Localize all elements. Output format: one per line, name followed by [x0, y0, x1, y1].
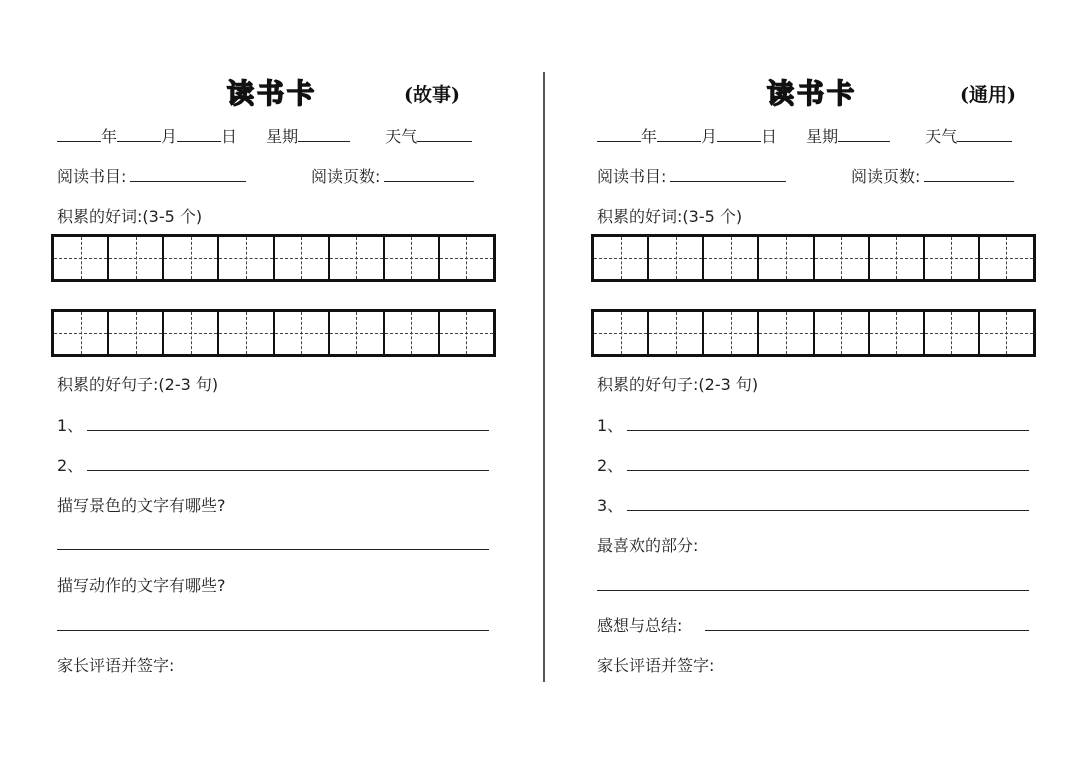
date-row	[597, 124, 1012, 147]
good-sentences-label: 积累的好句子:(2-3 句)	[57, 375, 219, 394]
good-words-label: 积累的好词:(3-5 个)	[57, 207, 203, 226]
date-row	[57, 124, 472, 147]
sentence-line[interactable]	[627, 510, 1029, 511]
word-cell[interactable]	[330, 237, 385, 279]
parent-comment-label: 家长评语并签字:	[57, 656, 175, 675]
word-cell[interactable]	[54, 312, 109, 354]
month-label: 月	[161, 127, 178, 146]
sentence-line[interactable]	[87, 430, 489, 431]
word-cell[interactable]	[815, 312, 870, 354]
word-cell[interactable]	[870, 237, 925, 279]
day-label: 日	[221, 127, 238, 146]
sentence-number: 3、	[597, 496, 624, 515]
word-cell[interactable]	[440, 312, 493, 354]
word-cell[interactable]	[759, 312, 814, 354]
good-words-label: 积累的好词:(3-5 个)	[597, 207, 743, 226]
word-cell[interactable]	[704, 312, 759, 354]
book-title-blank[interactable]	[130, 167, 246, 182]
day-blank[interactable]	[177, 127, 221, 142]
good-sentences-label: 积累的好句子:(2-3 句)	[597, 375, 759, 394]
weekday-label: 星期	[266, 127, 299, 146]
year-blank[interactable]	[57, 127, 101, 142]
card-subtitle: (故事)	[404, 84, 460, 106]
word-cell[interactable]	[759, 237, 814, 279]
book-title-row	[57, 164, 246, 187]
word-cell[interactable]	[440, 237, 493, 279]
word-grid-row-2[interactable]	[591, 309, 1036, 357]
day-label: 日	[761, 127, 778, 146]
weekday-blank[interactable]	[838, 127, 890, 142]
word-cell[interactable]	[219, 237, 274, 279]
word-cell[interactable]	[164, 237, 219, 279]
word-cell[interactable]	[594, 237, 649, 279]
sentence-number: 2、	[57, 456, 84, 475]
sentence-line[interactable]	[627, 470, 1029, 471]
word-cell[interactable]	[815, 237, 870, 279]
word-grid-row-1[interactable]	[51, 234, 496, 282]
center-divider	[543, 72, 545, 682]
general-reading-card	[597, 0, 1037, 764]
weather-label: 天气	[385, 127, 418, 146]
weekday-blank[interactable]	[298, 127, 350, 142]
scenery-question: 描写景色的文字有哪些?	[57, 496, 226, 515]
pages-blank[interactable]	[924, 167, 1014, 182]
weather-blank[interactable]	[957, 127, 1012, 142]
word-cell[interactable]	[109, 312, 164, 354]
weekday-label: 星期	[806, 127, 839, 146]
word-cell[interactable]	[649, 237, 704, 279]
action-question: 描写动作的文字有哪些?	[57, 576, 226, 595]
word-cell[interactable]	[330, 312, 385, 354]
sentence-number: 1、	[597, 416, 624, 435]
word-cell[interactable]	[164, 312, 219, 354]
word-cell[interactable]	[385, 237, 440, 279]
month-blank[interactable]	[117, 127, 161, 142]
parent-comment-label: 家长评语并签字:	[597, 656, 715, 675]
word-cell[interactable]	[980, 237, 1033, 279]
word-cell[interactable]	[925, 237, 980, 279]
card-title: 读书卡	[227, 79, 317, 110]
word-cell[interactable]	[980, 312, 1033, 354]
sentence-number: 2、	[597, 456, 624, 475]
favorite-part-line[interactable]	[597, 590, 1029, 591]
word-cell[interactable]	[219, 312, 274, 354]
book-title-row	[597, 164, 786, 187]
word-cell[interactable]	[870, 312, 925, 354]
pages-row	[311, 164, 474, 187]
card-subtitle: (通用)	[960, 84, 1016, 106]
sentence-line[interactable]	[87, 470, 489, 471]
pages-blank[interactable]	[384, 167, 474, 182]
book-title-blank[interactable]	[670, 167, 786, 182]
day-blank[interactable]	[717, 127, 761, 142]
sentence-line[interactable]	[627, 430, 1029, 431]
word-cell[interactable]	[925, 312, 980, 354]
month-label: 月	[701, 127, 718, 146]
pages-label: 阅读页数:	[311, 167, 381, 186]
story-reading-card	[57, 0, 497, 764]
word-cell[interactable]	[275, 237, 330, 279]
word-grid-row-1[interactable]	[591, 234, 1036, 282]
year-label: 年	[641, 127, 658, 146]
pages-row	[851, 164, 1014, 187]
action-answer-line[interactable]	[57, 630, 489, 631]
word-cell[interactable]	[594, 312, 649, 354]
book-title-label: 阅读书目:	[57, 167, 127, 186]
reflection-label: 感想与总结:	[597, 616, 683, 635]
word-cell[interactable]	[54, 237, 109, 279]
year-label: 年	[101, 127, 118, 146]
year-blank[interactable]	[597, 127, 641, 142]
month-blank[interactable]	[657, 127, 701, 142]
word-grid-row-2[interactable]	[51, 309, 496, 357]
weather-blank[interactable]	[417, 127, 472, 142]
sentence-number: 1、	[57, 416, 84, 435]
card-title: 读书卡	[767, 79, 857, 110]
book-title-label: 阅读书目:	[597, 167, 667, 186]
scenery-answer-line[interactable]	[57, 549, 489, 550]
word-cell[interactable]	[275, 312, 330, 354]
word-cell[interactable]	[649, 312, 704, 354]
weather-label: 天气	[925, 127, 958, 146]
word-cell[interactable]	[385, 312, 440, 354]
word-cell[interactable]	[704, 237, 759, 279]
favorite-part-label: 最喜欢的部分:	[597, 536, 699, 555]
pages-label: 阅读页数:	[851, 167, 921, 186]
word-cell[interactable]	[109, 237, 164, 279]
reflection-line[interactable]	[705, 630, 1029, 631]
